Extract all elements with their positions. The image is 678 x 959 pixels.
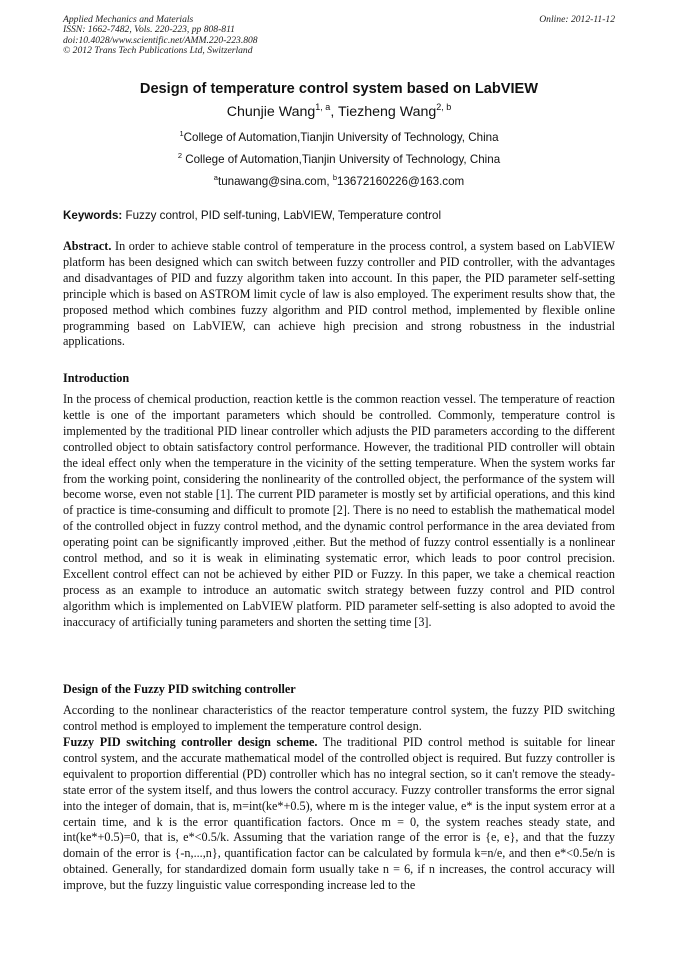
email-a[interactable]: tunawang@sina.com, bbox=[217, 175, 333, 188]
author-2-marker: 2, b bbox=[436, 102, 452, 112]
design-scheme-text: The traditional PID control method is suitable for linear control system, and the accurate mathematical model of the controlled object is required. But fuzzy controller is equivalent to proportion differential (PD) controller which has no integral section, so it can't remove the steady-state error of the system itself, and thus lowers the control accuracy. Fuzzy controller transforms the error signal into the integer of domain, that is, m=int(ke*+0.5), where m is the integer value, e* is the input system error at a certain time, and k is the error quantification factors. Once m = 0, the system reaches steady state, and int(ke*+0.5)=0, that is, e*<0.5/k. Assuming that the variation range of the error is {e, e}, and that the fuzzy domain of the error is {-n,...,n}, quantification factor can be calculated by formula k=n/e, and then e*<0.5e/n is obtained. Generally, for standardized domain form usually take n = 6, if n increases, the control accuracy will improve, but the fuzzy linguistic value corresponding increase led to the bbox=[63, 735, 615, 893]
affiliation-1-text: College of Automation,Tianjin University of Technology, China bbox=[183, 131, 499, 144]
email-a-marker: a bbox=[213, 173, 218, 182]
abstract-label: Abstract. bbox=[63, 239, 112, 253]
design-paragraph-1: According to the nonlinear characteristics of the reactor temperature control system, the fuzzy PID switching control method is employed to implement the temperature control design. bbox=[63, 703, 615, 733]
journal-name: Applied Mechanics and Materials bbox=[63, 14, 194, 25]
copyright-line: © 2012 Trans Tech Publications Ltd, Switzerland bbox=[63, 45, 253, 57]
affiliation-1-marker: 1 bbox=[179, 129, 184, 138]
author-separator: , bbox=[330, 104, 338, 120]
email-b[interactable]: 13672160226@163.com bbox=[337, 175, 465, 188]
paper-title: Design of temperature control system based on LabVIEW bbox=[139, 81, 539, 97]
affiliation-2-text: College of Automation,Tianjin University of Technology, China bbox=[182, 153, 501, 166]
design-paragraph-2 bbox=[63, 735, 615, 894]
email-line bbox=[63, 175, 615, 188]
doi-line: doi:10.4028/www.scientific.net/AMM.220-223.808 bbox=[63, 34, 258, 46]
author-1-marker: 1, a bbox=[315, 102, 331, 112]
keywords-label: Keywords: bbox=[63, 209, 123, 222]
design-heading: Design of the Fuzzy PID switching controller bbox=[63, 682, 296, 696]
abstract-text: In order to achieve stable control of temperature in the process control, a system based on LabVIEW platform has been designed which can switch between fuzzy controller and PID controller, with the advantages and disadvantages of PID and fuzzy algorithm taken into account. In this paper, the PID parameter self-setting principle which is based on ASTROM limit cycle of law is also employed. The experiment results show that, the proposed method which combines fuzzy algorithm and PID control method, implemented by flexible online programming based on LabVIEW, can achieve high precision and strong robustness in the industrial applications. bbox=[63, 239, 615, 349]
author-line bbox=[63, 104, 615, 120]
keywords-text: Fuzzy control, PID self-tuning, LabVIEW, Temperature control bbox=[122, 209, 442, 222]
abstract-paragraph bbox=[63, 239, 615, 350]
author-2: Tiezheng Wang bbox=[337, 104, 437, 120]
author-1: Chunjie Wang bbox=[226, 104, 316, 120]
affiliation-1 bbox=[63, 131, 615, 144]
affiliation-2-marker: 2 bbox=[177, 151, 182, 160]
email-b-marker: b bbox=[332, 173, 338, 182]
introduction-paragraph: In the process of chemical production, reaction kettle is the common reaction vessel. The temperature of reaction kettle is one of the important parameters which should be controlled. Commonly, temperature control is implemented by the traditional PID linear controller which adjusts the PID parameters according to the different controlled object to obtain satisfactory control performance. However, the traditional PID controller will obtain the ideal effect only when the temperature in the vicinity of the setting temperature. When the system works far from the working point, considering the nonlinearity of the controlled object, the performance of the system will become worse, even not stable [1]. The current PID parameter is mostly set by artificial operations, and this kind of practice is time-consuming and difficult to promote [2]. There is no need to establish the mathematical model of the controlled object in fuzzy control method, and the dynamic control performance in the area deviated from operating point can be significantly improved ,either. But the method of fuzzy control essentially is a nonlinear control method, and so it is weak in eliminating systematic error, which leads to poor control precision. Excellent control effect can not be achieved by either PID or Fuzzy. In this paper, we take a chemical reaction process as an example to introduce an automatic switch strategy between fuzzy control and PID control algorithm which is implemented on LabVIEW platform. PID parameter self-setting is also adopted to avoid the inaccuracy of artificially tuning parameters and shorten the setting time [3]. bbox=[63, 392, 615, 629]
introduction-heading: Introduction bbox=[63, 371, 130, 385]
keywords bbox=[63, 209, 615, 222]
journal-header bbox=[63, 15, 615, 57]
design-scheme-label: Fuzzy PID switching controller design scheme. bbox=[63, 735, 318, 749]
issn-line: ISSN: 1662-7482, Vols. 220-223, pp 808-811 bbox=[63, 24, 235, 36]
affiliation-2 bbox=[63, 153, 615, 166]
online-date: Online: 2012-11-12 bbox=[539, 14, 615, 25]
